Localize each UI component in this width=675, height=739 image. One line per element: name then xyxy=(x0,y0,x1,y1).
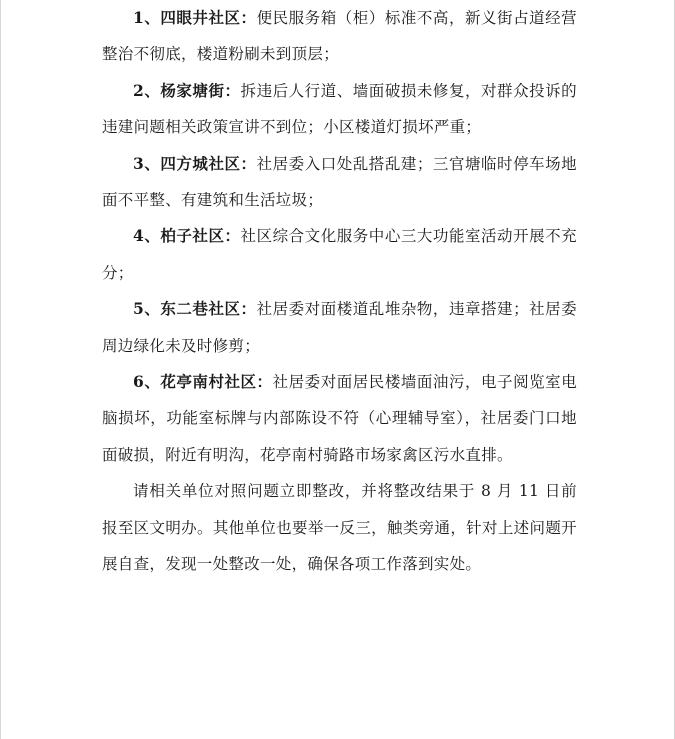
document-body xyxy=(102,0,577,583)
item-number: 6、 xyxy=(133,372,161,392)
item-number: 3、 xyxy=(133,153,161,173)
item-community-name: 东二巷社区： xyxy=(160,299,257,319)
item-paragraph-2 xyxy=(102,73,577,146)
item-number: 4、 xyxy=(133,226,161,246)
item-paragraph-5 xyxy=(102,291,577,364)
item-description: 社居委对面居民楼墙面油污，电子阅览室电脑损坏，功能室标牌与内部陈设不符（心理辅导室），社居委门口地面破损，附近有明沟，花亭南村骑路市场家禽区污水直排。 xyxy=(102,373,577,464)
closing-paragraph: 请相关单位对照问题立即整改，并将整改结果于 8 月 11 日前报至区文明办。其他单位也要举一反三，触类旁通，针对上述问题开展自查，发现一处整改一处，确保各项工作落到实处。 xyxy=(102,482,577,574)
item-paragraph-1 xyxy=(102,0,577,73)
item-number: 2、 xyxy=(133,80,161,100)
item-description: 拆违后人行道、墙面破损未修复，对群众投诉的违建问题相关政策宣讲不到位；小区楼道灯损坏严重； xyxy=(102,81,577,137)
item-number: 1、 xyxy=(133,8,161,27)
item-community-name: 杨家塘街： xyxy=(160,80,241,100)
item-paragraph-3 xyxy=(102,146,577,219)
item-community-name: 柏子社区： xyxy=(160,226,241,246)
item-paragraph-6 xyxy=(102,364,577,473)
item-description: 社居委入口处乱搭乱建；三官塘临时停车场地面不平整、有建筑和生活垃圾； xyxy=(102,154,577,210)
item-description: 便民服务箱（柜）标准不高，新义街占道经营整治不彻底，楼道粉刷未到顶层； xyxy=(102,9,577,64)
item-community-name: 四眼井社区： xyxy=(160,8,257,27)
item-paragraph-4 xyxy=(102,218,577,291)
item-description: 社居委对面楼道乱堆杂物，违章搭建；社居委周边绿化未及时修剪； xyxy=(102,300,577,355)
item-description: 社区综合文化服务中心三大功能室活动开展不充分； xyxy=(102,227,577,282)
item-community-name: 花亭南村社区： xyxy=(160,372,273,392)
item-community-name: 四方城社区： xyxy=(160,153,257,173)
item-number: 5、 xyxy=(133,299,161,319)
